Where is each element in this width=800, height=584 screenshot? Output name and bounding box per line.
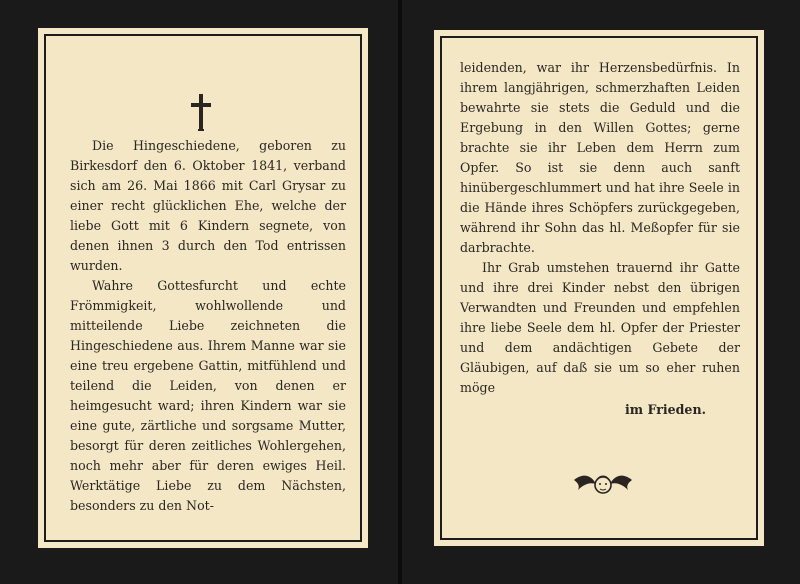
paragraph-biography: Die Hingeschiedene, geboren zu Birkesdorf den 6. Oktober 1841, verband sich am 26. Mai 1866 mit Carl Grysar zu einer recht glücklichen Ehe, welche der liebe Gott mit 6 Kindern segnete, von denen ihnen 3 durch den Tod entrissen wurden. [70,138,346,273]
cherub-icon [570,468,636,502]
paragraph-virtues: Wahre Gottesfurcht und echte Frömmigkeit, wohlwollende und mitteilende Liebe zeichneten die Hingeschiedene aus. Ihrem Manne war sie eine treu ergebene Gattin, mitfühlend und teilend die Leiden, von denen er heimgesucht ward; ihren Kindern war sie eine gute, zärtliche und sorgsame Mutter, besorgt für deren zeitliches Wohlergehen, noch mehr aber für deren ewiges Heil. Werktätige Liebe zu dem Nächsten, besonders zu den Not- [70,278,346,513]
cross-icon [188,92,214,132]
right-page-text [460,58,740,534]
closing-phrase: im Frieden. [624,402,706,417]
left-page-text [70,136,346,536]
paragraph-suffering: leidenden, war ihr Herzensbedürfnis. In ihrem langjährigen, schmerzhaften Leiden bewahrte sie stets die Geduld und die Ergebung in den Willen Gottes; gerne brachte sie ihr Leben dem Herrn zum Opfer. So ist sie denn auch sanft hinübergeschlummert und hat ihre Seele in die Hände ihres Schöpfers zurückgegeben, während ihr Sohn das hl. Meßopfer für sie darbrachte. [460,60,740,255]
card-fold [398,0,402,584]
right-page [434,30,764,546]
paragraph-mourners: Ihr Grab umstehen trauernd ihr Gatte und ihre drei Kinder nebst den übrigen Verwandten und Freunden und empfehlen ihre liebe Seele dem hl. Opfer der Priester und dem andächtigen Gebete der Gläubigen, auf daß sie um so eher ruhen möge [460,260,740,395]
left-page [38,28,368,548]
